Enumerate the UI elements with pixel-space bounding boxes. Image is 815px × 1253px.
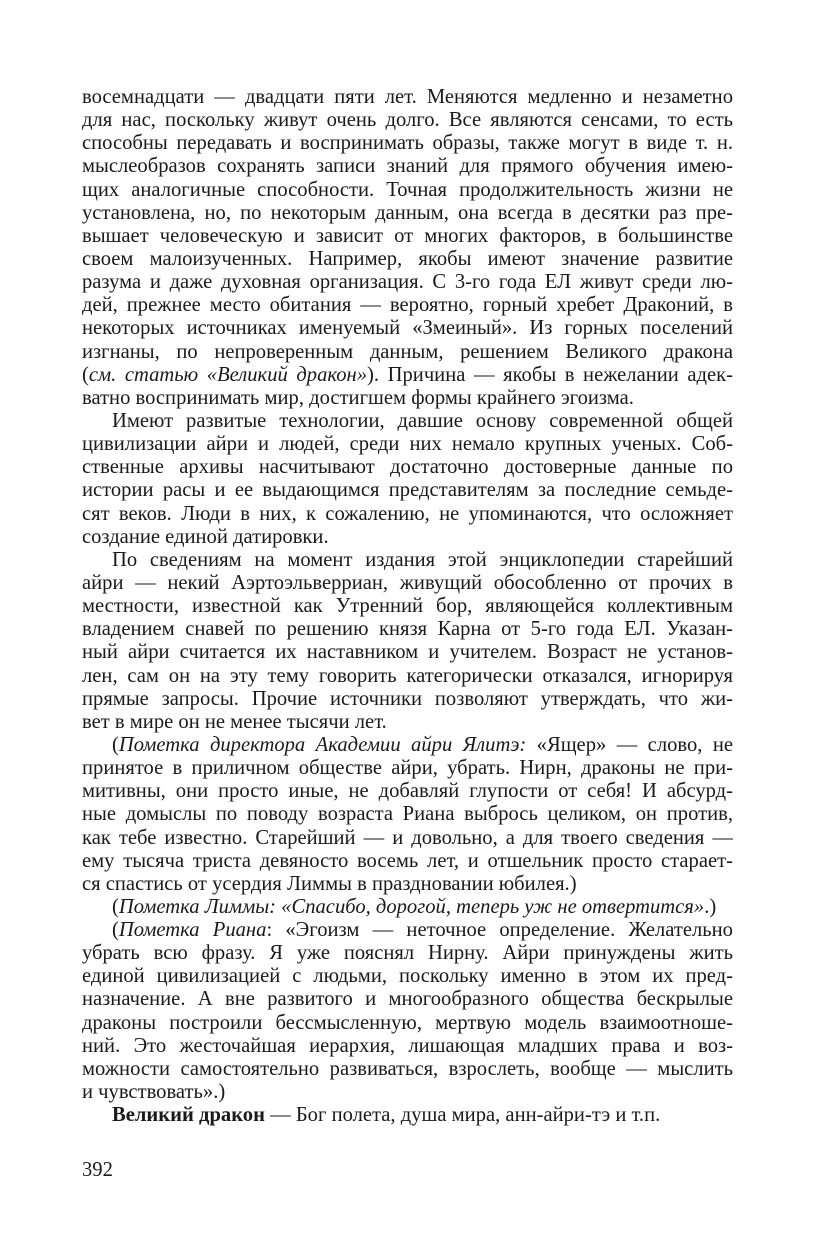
text-run: единой цивилизацией с людьми, поскольку именно в этом их пред- xyxy=(82,965,733,988)
text-line xyxy=(82,873,733,896)
text-line xyxy=(82,618,733,641)
text-run: щих аналогичные способности. Точная продолжительность жизни не xyxy=(82,178,733,201)
text-run: Имеют развитые технологии, давшие основу современной общей xyxy=(112,409,733,432)
text-line xyxy=(82,341,733,364)
text-line xyxy=(82,1104,733,1127)
text-line xyxy=(82,827,733,850)
text-run: драконы построили бессмысленную, мертвую модель взаимоотноше- xyxy=(82,1011,733,1034)
text-line xyxy=(82,665,733,688)
text-line xyxy=(82,942,733,965)
text-line xyxy=(82,780,733,803)
text-run: как тебе известно. Старейший — и довольно, а для твоего сведения — xyxy=(82,826,733,849)
italic-text: Пометка Лиммы: «Спасибо, дорогой, теперь уж не отвертится» xyxy=(118,895,705,918)
text-line xyxy=(82,248,733,271)
page-body xyxy=(82,86,733,1127)
text-run: ный айри считается их наставником и учителем. Возраст не установ- xyxy=(82,641,733,664)
text-line xyxy=(82,503,733,526)
text-line xyxy=(82,433,733,456)
text-run: ему тысяча триста девяносто восемь лет, и отшельник просто старает- xyxy=(82,849,733,872)
text-line xyxy=(82,86,733,109)
text-run: ственные архивы насчитывают достаточно достоверные данные по xyxy=(82,456,733,479)
text-run: убрать всю фразу. Я уже пояснял Нирну. Айри принуждены жить xyxy=(82,942,733,965)
bold-term: Великий дракон xyxy=(112,1104,265,1127)
text-run: восемнадцати — двадцати пяти лет. Меняются медленно и незаметно xyxy=(82,86,733,108)
text-run: ( xyxy=(112,895,119,918)
text-run: некоторых источниках именуемый «Змеиный». Из горных поселений xyxy=(82,317,733,340)
text-line xyxy=(82,595,733,618)
text-run: вет в мире он не менее тысячи лет. xyxy=(82,710,387,733)
text-run: и чувствовать».) xyxy=(82,1081,226,1104)
text-run: цивилизации айри и людей, среди них немало крупных ученых. Соб- xyxy=(82,433,733,456)
text-run: : «Эгоизм — неточное определение. Желательно xyxy=(266,919,733,942)
text-line xyxy=(82,109,733,132)
text-run: создание единой датировки. xyxy=(82,525,329,548)
text-run: мыслеобразов сохранять записи знаний для прямого обучения имею- xyxy=(82,155,733,178)
text-run: ). Причина — якобы в нежелании адек- xyxy=(367,363,733,386)
text-run: разума и даже духовная организация. С 3-го года ЕЛ живут среди лю- xyxy=(82,271,733,294)
text-line xyxy=(82,1012,733,1035)
text-line xyxy=(82,271,733,294)
text-line xyxy=(82,572,733,595)
text-line xyxy=(82,179,733,202)
text-run: айри — некий Аэртоэльверриан, живущий обособленно от прочих в xyxy=(82,571,733,594)
text-line xyxy=(82,456,733,479)
text-line xyxy=(82,688,733,711)
text-run: прямые запросы. Прочие источники позволяют утверждать, что жи- xyxy=(82,687,733,710)
text-line xyxy=(82,225,733,248)
text-run: вышает человеческую и зависит от многих факторов, в большинстве xyxy=(82,224,733,247)
text-line xyxy=(82,410,733,433)
text-line xyxy=(82,641,733,664)
text-run: можности самостоятельно развиваться, взрослеть, вообще — мыслить xyxy=(82,1057,733,1080)
text-line xyxy=(82,202,733,225)
text-line xyxy=(82,132,733,155)
text-run: истории расы и ее выдающимся представителям за последние семьде- xyxy=(82,479,733,502)
text-line xyxy=(82,387,733,410)
text-run: для нас, поскольку живут очень долго. Все являются сенсами, то есть xyxy=(82,109,733,132)
text-run: По сведениям на момент издания этой энциклопедии старейший xyxy=(112,548,733,571)
text-line xyxy=(82,549,733,572)
text-line xyxy=(82,803,733,826)
text-run: своем малоизученных. Например, якобы имеют значение развитие xyxy=(82,247,733,270)
text-line xyxy=(82,294,733,317)
text-run: дей, прежнее место обитания — вероятно, горный хребет Драконий, в xyxy=(82,294,733,317)
text-run: ватно воспринимать мир, достигшем формы крайнего эгоизма. xyxy=(82,386,634,409)
text-line xyxy=(82,1081,733,1104)
text-line xyxy=(82,364,733,387)
text-line xyxy=(82,479,733,502)
text-line xyxy=(82,317,733,340)
text-line xyxy=(82,1035,733,1058)
text-line xyxy=(82,757,733,780)
text-run: назначение. А вне развитого и многообразного общества бескрылые xyxy=(82,988,733,1011)
text-line xyxy=(82,734,733,757)
text-run: митивны, они просто иные, не добавляй глупости от себя! И абсурд- xyxy=(82,780,733,803)
text-run: способны передавать и воспринимать образы, также могут в виде т. н. xyxy=(82,132,733,155)
text-run: сят веков. Люди в них, к сожалению, не упоминаются, что осложняет xyxy=(82,502,733,525)
text-line xyxy=(82,919,733,942)
text-line xyxy=(82,850,733,873)
text-line xyxy=(82,711,733,734)
text-line xyxy=(82,896,733,919)
text-run: ся спастись от усердия Лиммы в праздновании юбилея.) xyxy=(82,872,577,895)
italic-text: Пометка директора Академии айри Ялитэ: xyxy=(118,733,527,756)
text-line xyxy=(82,965,733,988)
text-line xyxy=(82,1058,733,1081)
text-run: владением снавей по решению князя Карна от 5-го года ЕЛ. Указан- xyxy=(82,618,733,641)
text-run: ( xyxy=(82,363,89,386)
text-line xyxy=(82,988,733,1011)
page-number: 392 xyxy=(82,1159,113,1181)
text-run: — Бог полета, душа мира, анн-айри-тэ и т.п. xyxy=(264,1104,661,1127)
text-run: ( xyxy=(112,733,119,756)
text-run: ний. Это жесточайшая иерархия, лишающая младших права и воз- xyxy=(82,1034,733,1057)
italic-text: Пометка Риана xyxy=(118,919,267,942)
text-run: ные домыслы по поводу возраста Риана выбрось целиком, он против, xyxy=(82,803,733,826)
text-run: принятое в приличном обществе айри, убрать. Нирн, драконы не при- xyxy=(82,757,733,780)
text-run: .) xyxy=(704,895,717,918)
text-line xyxy=(82,526,733,549)
text-run: установлена, но, по некоторым данным, она всегда в десятки раз пре- xyxy=(82,201,733,224)
italic-text: см. статью «Великий дракон» xyxy=(88,363,368,386)
text-run: «Ящер» — слово, не xyxy=(526,733,733,756)
text-run: изгнаны, по непроверенным данным, решением Великого дракона xyxy=(82,340,733,363)
text-run: лен, сам он на эту тему говорить категорически отказался, игнорируя xyxy=(82,664,733,687)
text-run: местности, известной как Утренний бор, являющейся коллективным xyxy=(82,595,733,618)
text-line xyxy=(82,155,733,178)
text-run: ( xyxy=(112,919,119,942)
